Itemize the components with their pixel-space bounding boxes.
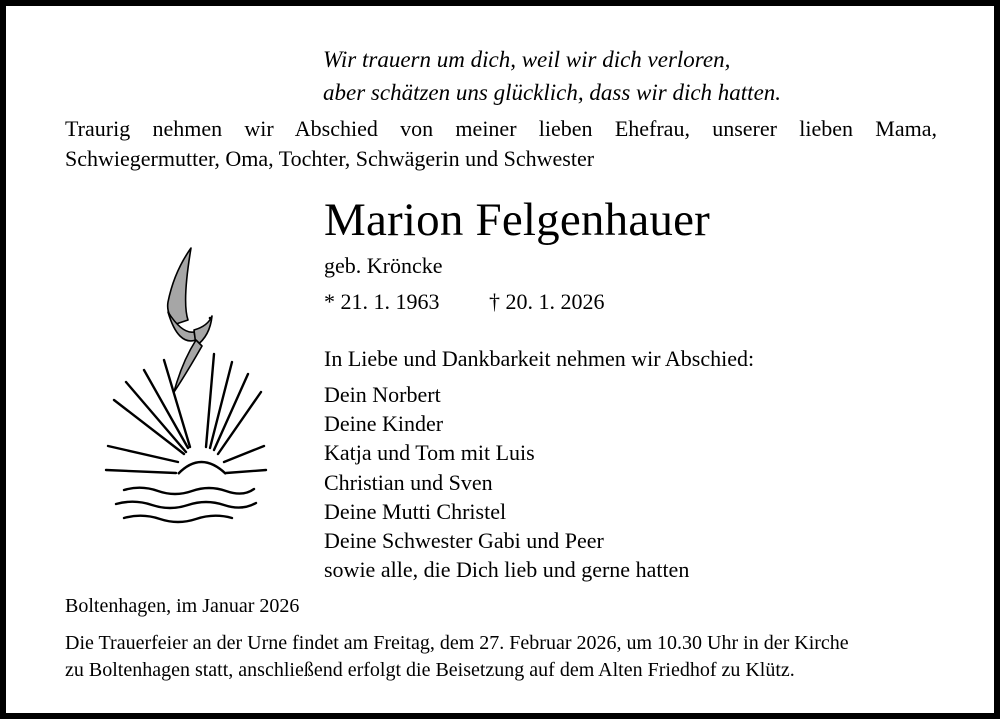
mourners-list	[324, 380, 689, 584]
intro-text	[65, 114, 937, 174]
service-line-1: Die Trauerfeier an der Urne findet am Freitag, dem 27. Februar 2026, um 10.30 Uhr in der Kirche	[65, 632, 849, 654]
list-item: sowie alle, die Dich lieb und gerne hatten	[324, 557, 690, 583]
death-date: † 20. 1. 2026	[489, 289, 605, 314]
intro-line-2: Schwiegermutter, Oma, Tochter, Schwägerin und Schwester	[65, 146, 595, 171]
quote-line-1: Wir trauern um dich, weil wir dich verloren,	[323, 47, 731, 72]
list-item: Deine Kinder	[324, 411, 444, 437]
list-item: Dein Norbert	[324, 382, 441, 407]
service-info	[65, 630, 849, 684]
intro-line-1: Traurig nehmen wir Abschied von meiner lieben Ehefrau, unserer lieben Mama,	[65, 116, 937, 141]
list-item: Deine Mutti Christel	[324, 498, 507, 524]
list-item: Katja und Tom mit Luis	[324, 440, 535, 466]
service-line-2: zu Boltenhagen statt, anschließend erfolgt die Beisetzung auf dem Alten Friedhof zu Klütz.	[65, 659, 795, 681]
maiden-name: geb. Kröncke	[324, 253, 443, 278]
place-and-date: Boltenhagen, im Januar 2026	[65, 595, 300, 617]
quote-line-2: aber schätzen uns glücklich, dass wir dich hatten.	[323, 80, 782, 105]
list-item: Christian und Sven	[324, 469, 493, 495]
deceased-name: Marion Felgenhauer	[324, 194, 711, 246]
memorial-quote	[323, 43, 781, 109]
water-waves	[116, 488, 256, 522]
sun-arc	[178, 462, 226, 474]
seagull	[168, 248, 212, 392]
seagull-sunrise-icon	[96, 242, 276, 532]
farewell-line: In Liebe und Dankbarkeit nehmen wir Abschied:	[324, 346, 755, 371]
list-item: Deine Schwester Gabi und Peer	[324, 528, 604, 554]
birth-date: * 21. 1. 1963	[324, 289, 440, 314]
